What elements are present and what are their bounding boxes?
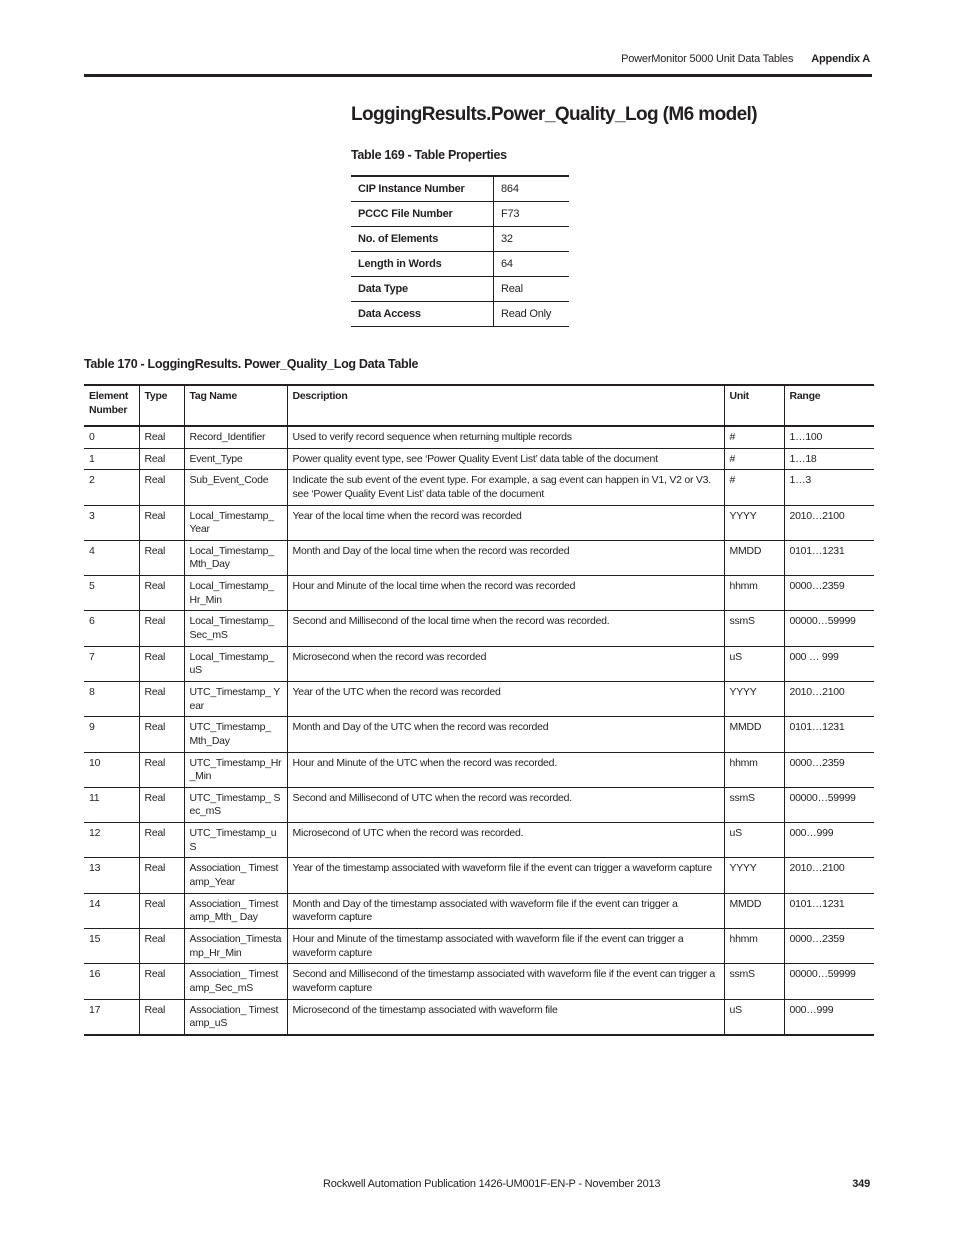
property-value: 864: [494, 176, 570, 202]
cell-description: Second and Millisecond of UTC when the record was recorded.: [287, 787, 724, 822]
cell-element: 7: [84, 646, 139, 681]
cell-tag: Association_ Timestamp_Year: [184, 858, 287, 893]
cell-unit: #: [724, 426, 784, 448]
cell-description: Year of the timestamp associated with waveform file if the event can trigger a waveform capture: [287, 858, 724, 893]
col-header-element: Element Number: [84, 385, 139, 426]
cell-type: Real: [139, 858, 184, 893]
cell-tag: UTC_Timestamp_ Year: [184, 681, 287, 716]
cell-description: Hour and Minute of the local time when the record was recorded: [287, 576, 724, 611]
property-row: [351, 252, 569, 277]
cell-tag: Local_Timestamp_ Hr_Min: [184, 576, 287, 611]
cell-range: 0000…2359: [784, 928, 874, 963]
cell-range: 00000…59999: [784, 787, 874, 822]
property-row: [351, 227, 569, 252]
property-row: [351, 302, 569, 327]
cell-unit: uS: [724, 999, 784, 1035]
col-header-description: Description: [287, 385, 724, 426]
table-row: [84, 646, 874, 681]
property-key: No. of Elements: [351, 227, 494, 252]
cell-range: 2010…2100: [784, 505, 874, 540]
cell-range: 1…100: [784, 426, 874, 448]
table-row: [84, 576, 874, 611]
cell-unit: YYYY: [724, 505, 784, 540]
property-value: 64: [494, 252, 570, 277]
property-value: Real: [494, 277, 570, 302]
col-header-unit: Unit: [724, 385, 784, 426]
property-key: Data Type: [351, 277, 494, 302]
table-row: [84, 823, 874, 858]
cell-type: Real: [139, 893, 184, 928]
cell-type: Real: [139, 505, 184, 540]
cell-element: 14: [84, 893, 139, 928]
cell-unit: #: [724, 470, 784, 505]
property-key: Length in Words: [351, 252, 494, 277]
cell-type: Real: [139, 717, 184, 752]
cell-range: 000 … 999: [784, 646, 874, 681]
cell-element: 1: [84, 448, 139, 470]
table-row: [84, 717, 874, 752]
cell-type: Real: [139, 448, 184, 470]
cell-type: Real: [139, 470, 184, 505]
cell-unit: MMDD: [724, 717, 784, 752]
cell-range: 0000…2359: [784, 576, 874, 611]
table169-caption: Table 169 - Table Properties: [351, 148, 507, 162]
table-row: [84, 752, 874, 787]
cell-type: Real: [139, 787, 184, 822]
cell-description: Year of the UTC when the record was recorded: [287, 681, 724, 716]
cell-unit: ssmS: [724, 964, 784, 999]
page-number: 349: [852, 1178, 870, 1190]
property-row: [351, 202, 569, 227]
cell-description: Month and Day of the UTC when the record was recorded: [287, 717, 724, 752]
table-row: [84, 470, 874, 505]
cell-description: Indicate the sub event of the event type. For example, a sag event can happen in V1, V2 or V3. see ‘Power Quality Event List’ data table of the document: [287, 470, 724, 505]
property-key: Data Access: [351, 302, 494, 327]
header-section: PowerMonitor 5000 Unit Data Tables: [621, 53, 794, 65]
footer-publication: Rockwell Automation Publication 1426-UM001F-EN-P - November 2013: [323, 1178, 661, 1190]
cell-description: Month and Day of the timestamp associated with waveform file if the event can trigger a waveform capture: [287, 893, 724, 928]
cell-range: 00000…59999: [784, 611, 874, 646]
col-header-range: Range: [784, 385, 874, 426]
cell-unit: ssmS: [724, 787, 784, 822]
cell-type: Real: [139, 646, 184, 681]
cell-type: Real: [139, 823, 184, 858]
cell-range: 2010…2100: [784, 858, 874, 893]
cell-tag: Association_ Timestamp_Sec_mS: [184, 964, 287, 999]
cell-element: 4: [84, 540, 139, 575]
property-key: CIP Instance Number: [351, 176, 494, 202]
cell-element: 13: [84, 858, 139, 893]
cell-tag: Event_Type: [184, 448, 287, 470]
cell-element: 2: [84, 470, 139, 505]
table-row: [84, 787, 874, 822]
cell-description: Used to verify record sequence when returning multiple records: [287, 426, 724, 448]
cell-tag: UTC_Timestamp_uS: [184, 823, 287, 858]
cell-tag: Local_Timestamp_ Year: [184, 505, 287, 540]
property-value: Read Only: [494, 302, 570, 327]
running-header: [621, 53, 870, 65]
cell-type: Real: [139, 999, 184, 1035]
cell-range: 0101…1231: [784, 893, 874, 928]
cell-tag: Local_Timestamp_ Sec_mS: [184, 611, 287, 646]
cell-description: Microsecond when the record was recorded: [287, 646, 724, 681]
cell-element: 9: [84, 717, 139, 752]
cell-element: 11: [84, 787, 139, 822]
cell-range: 00000…59999: [784, 964, 874, 999]
table-row: [84, 893, 874, 928]
cell-tag: UTC_Timestamp_Hr _Min: [184, 752, 287, 787]
cell-element: 0: [84, 426, 139, 448]
data-table-header-row: [84, 385, 874, 426]
cell-element: 5: [84, 576, 139, 611]
cell-tag: Record_Identifier: [184, 426, 287, 448]
table-row: [84, 858, 874, 893]
cell-type: Real: [139, 426, 184, 448]
data-table: [84, 384, 874, 1036]
cell-range: 1…18: [784, 448, 874, 470]
cell-tag: Sub_Event_Code: [184, 470, 287, 505]
cell-unit: YYYY: [724, 681, 784, 716]
cell-element: 8: [84, 681, 139, 716]
page-title: LoggingResults.Power_Quality_Log (M6 model): [351, 104, 757, 125]
table170-caption: Table 170 - LoggingResults. Power_Quality_Log Data Table: [84, 357, 419, 371]
cell-tag: UTC_Timestamp_ Mth_Day: [184, 717, 287, 752]
cell-description: Power quality event type, see ‘Power Quality Event List’ data table of the document: [287, 448, 724, 470]
cell-unit: uS: [724, 823, 784, 858]
cell-element: 16: [84, 964, 139, 999]
cell-element: 17: [84, 999, 139, 1035]
header-rule: [84, 74, 872, 77]
cell-type: Real: [139, 611, 184, 646]
property-key: PCCC File Number: [351, 202, 494, 227]
table-row: [84, 505, 874, 540]
cell-unit: hhmm: [724, 752, 784, 787]
property-value: F73: [494, 202, 570, 227]
cell-element: 12: [84, 823, 139, 858]
cell-unit: MMDD: [724, 893, 784, 928]
cell-element: 15: [84, 928, 139, 963]
cell-range: 0000…2359: [784, 752, 874, 787]
cell-range: 2010…2100: [784, 681, 874, 716]
cell-unit: hhmm: [724, 576, 784, 611]
cell-description: Microsecond of UTC when the record was recorded.: [287, 823, 724, 858]
header-appendix: Appendix A: [811, 53, 870, 65]
cell-description: Second and Millisecond of the local time when the record was recorded.: [287, 611, 724, 646]
table-row: [84, 964, 874, 999]
cell-unit: ssmS: [724, 611, 784, 646]
table-row: [84, 681, 874, 716]
cell-tag: Association_ Timestamp_uS: [184, 999, 287, 1035]
cell-type: Real: [139, 681, 184, 716]
col-header-tag: Tag Name: [184, 385, 287, 426]
cell-tag: UTC_Timestamp_ Sec_mS: [184, 787, 287, 822]
cell-tag: Local_Timestamp_ uS: [184, 646, 287, 681]
property-row: [351, 176, 569, 202]
cell-type: Real: [139, 964, 184, 999]
cell-unit: #: [724, 448, 784, 470]
cell-tag: Association_Timesta mp_Hr_Min: [184, 928, 287, 963]
cell-description: Year of the local time when the record was recorded: [287, 505, 724, 540]
cell-unit: uS: [724, 646, 784, 681]
cell-tag: Association_ Timestamp_Mth_ Day: [184, 893, 287, 928]
cell-type: Real: [139, 752, 184, 787]
table-row: [84, 540, 874, 575]
cell-type: Real: [139, 928, 184, 963]
cell-element: 10: [84, 752, 139, 787]
cell-range: 000…999: [784, 823, 874, 858]
cell-type: Real: [139, 576, 184, 611]
cell-range: 0101…1231: [784, 717, 874, 752]
cell-unit: hhmm: [724, 928, 784, 963]
cell-unit: MMDD: [724, 540, 784, 575]
cell-description: Second and Millisecond of the timestamp associated with waveform file if the event can trigger a waveform capture: [287, 964, 724, 999]
cell-tag: Local_Timestamp_ Mth_Day: [184, 540, 287, 575]
cell-range: 0101…1231: [784, 540, 874, 575]
col-header-type: Type: [139, 385, 184, 426]
cell-range: 000…999: [784, 999, 874, 1035]
table-row: [84, 928, 874, 963]
property-row: [351, 277, 569, 302]
cell-description: Month and Day of the local time when the record was recorded: [287, 540, 724, 575]
cell-range: 1…3: [784, 470, 874, 505]
table-properties: [351, 175, 569, 327]
table-row: [84, 426, 874, 448]
cell-element: 3: [84, 505, 139, 540]
cell-element: 6: [84, 611, 139, 646]
cell-description: Hour and Minute of the timestamp associated with waveform file if the event can trigger a waveform capture: [287, 928, 724, 963]
table-row: [84, 999, 874, 1035]
cell-description: Microsecond of the timestamp associated with waveform file: [287, 999, 724, 1035]
cell-unit: YYYY: [724, 858, 784, 893]
cell-description: Hour and Minute of the UTC when the record was recorded.: [287, 752, 724, 787]
cell-type: Real: [139, 540, 184, 575]
property-value: 32: [494, 227, 570, 252]
table-row: [84, 611, 874, 646]
table-row: [84, 448, 874, 470]
